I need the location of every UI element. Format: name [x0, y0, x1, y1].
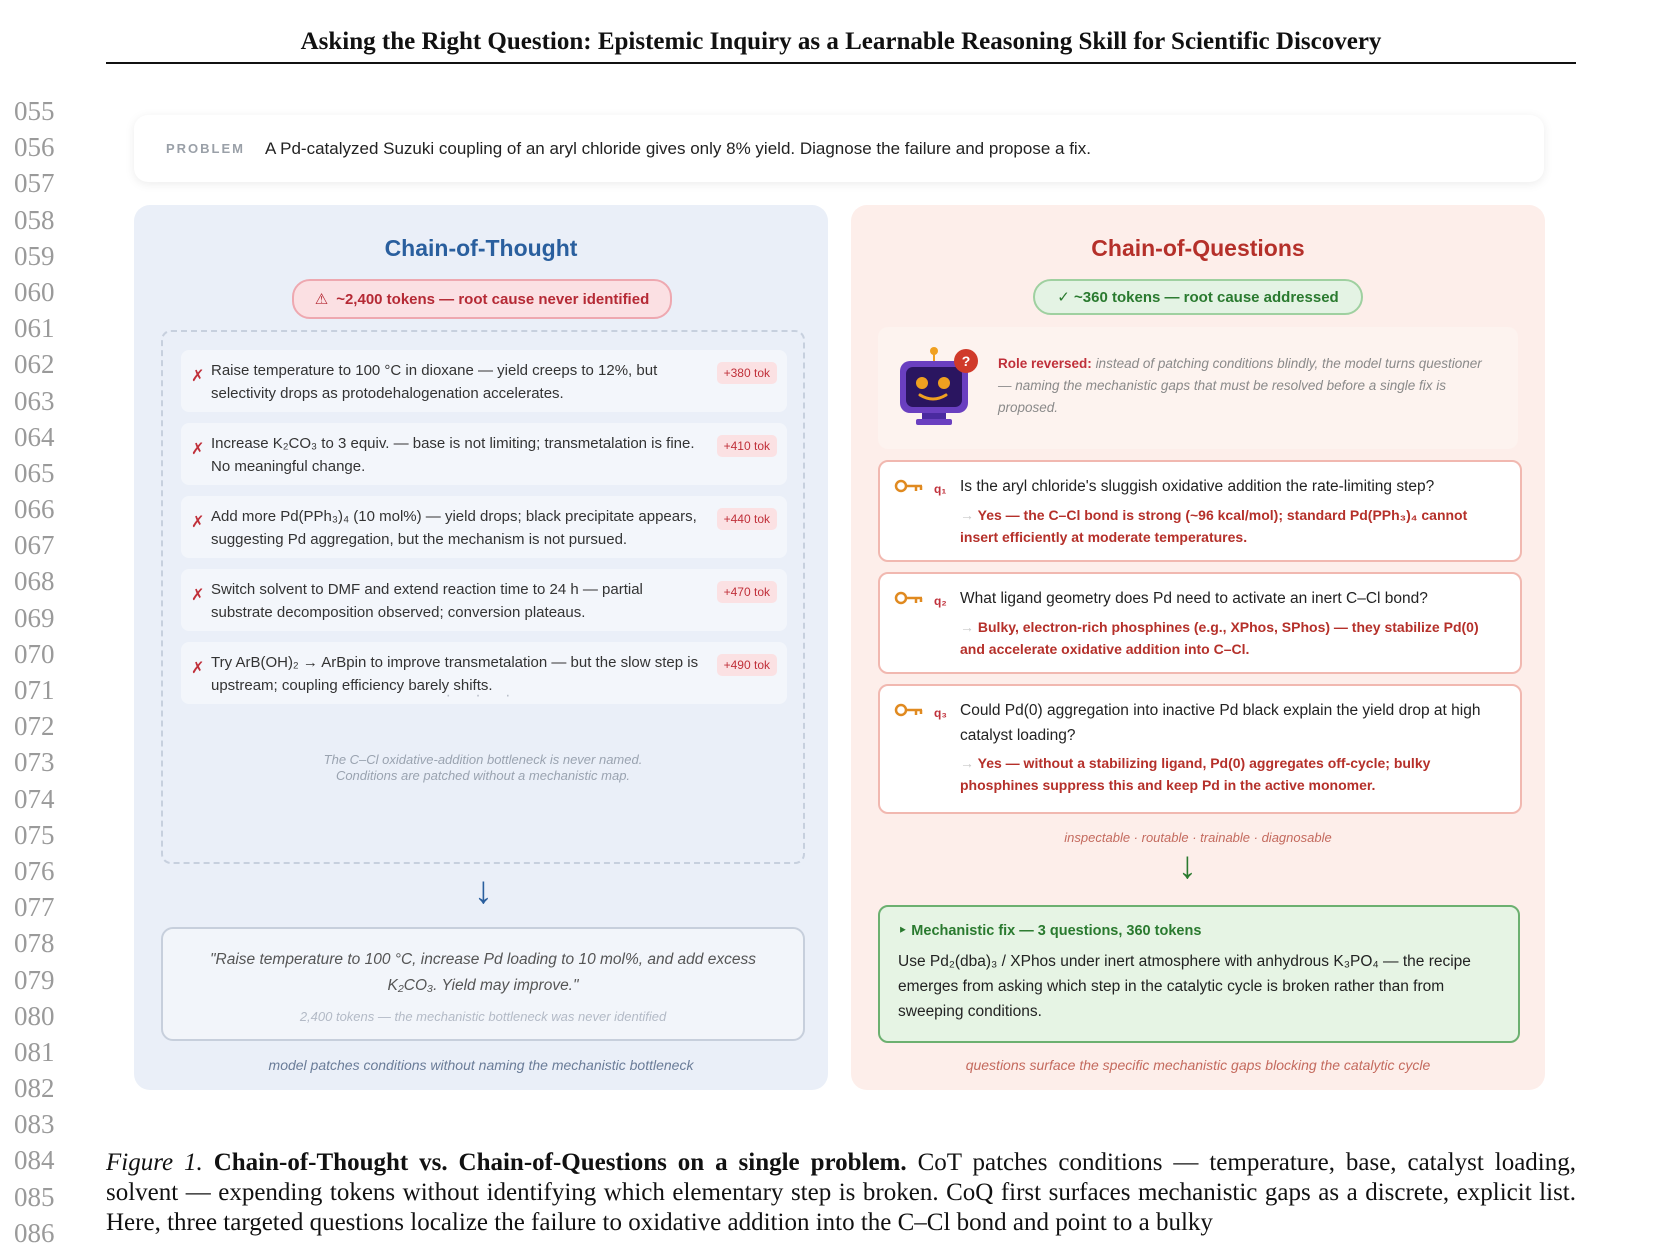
role-reversed-box — [878, 327, 1518, 449]
problem-bar — [134, 115, 1544, 182]
cot-step-text: Raise temperature to 100 °C in dioxane — yield creeps to 12%, but selectivity drops as protodehalogenation accelerates. — [211, 362, 658, 402]
cot-step-text: Increase K₂CO₃ to 3 equiv. — base is not limiting; transmetalation is fine. No meaningful change. — [211, 435, 695, 475]
line-number: 085 — [14, 1181, 55, 1212]
question-id: q₂ — [934, 594, 947, 608]
cot-answer-quote: "Raise temperature to 100 °C, increase Pd loading to 10 mol%, and add excess K₂CO₃. Yield may improve." — [210, 951, 756, 994]
role-text — [998, 353, 1488, 419]
line-number: 077 — [14, 892, 55, 923]
role-body: instead of patching conditions blindly, the model turns questioner — naming the mechanistic gaps that must be resolved before a single fix is proposed. — [998, 356, 1482, 415]
line-number: 074 — [14, 783, 55, 814]
line-number: 086 — [14, 1217, 55, 1248]
caption-text: CoT patches conditions — temperature, base, catalyst loading, solvent — expending tokens without identifying which elementary step is broken. CoQ first surfaces mechanistic gaps as a discrete, explicit list. Here, three targeted questions localize the failure to oxidative addition into the C–Cl bond and point to a bulky — [106, 1149, 1576, 1236]
line-number: 060 — [14, 276, 55, 307]
coq-question-card — [878, 572, 1522, 674]
token-badge: +470 tok — [717, 581, 777, 603]
line-number: 068 — [14, 566, 55, 597]
problem-text: A Pd-catalyzed Suzuki coupling of an aryl chloride gives only 8% yield. Diagnose the failure and propose a fix. — [265, 138, 1091, 158]
cross-icon: ✗ — [191, 441, 205, 458]
robot-question-icon — [896, 345, 980, 431]
cot-step — [181, 350, 787, 412]
answer-text: Bulky, electron-rich phosphines (e.g., XPhos, SPhos) — they stabilize Pd(0) and accelerate oxidative addition into C–Cl. — [960, 619, 1479, 657]
line-number: 061 — [14, 313, 55, 344]
coq-question-card — [878, 684, 1522, 814]
line-number: 063 — [14, 385, 55, 416]
cot-answer-box — [161, 927, 805, 1041]
line-number: 080 — [14, 1000, 55, 1031]
line-number: 078 — [14, 928, 55, 959]
role-label: Role reversed: — [998, 356, 1092, 371]
question-text: What ligand geometry does Pd need to activate an inert C–Cl bond? — [960, 590, 1428, 607]
line-number: 057 — [14, 168, 55, 199]
coq-badge: ✓ ~360 tokens — root cause addressed — [1033, 279, 1363, 315]
line-number: 079 — [14, 964, 55, 995]
cot-step-text: Add more Pd(PPh₃)₄ (10 mol%) — yield drops; black precipitate appears, suggesting Pd aggregation, but the mechanism is not pursued. — [211, 508, 697, 548]
line-number: 076 — [14, 855, 55, 886]
question-id: q₃ — [934, 706, 947, 720]
answer-text: Yes — without a stabilizing ligand, Pd(0) aggregates off-cycle; bulky phosphines suppress this and keep Pd in the active monomer. — [960, 755, 1431, 793]
line-number: 066 — [14, 494, 55, 525]
cot-footer: model patches conditions without naming the mechanistic bottleneck — [268, 1057, 694, 1073]
question-answer — [960, 752, 1500, 796]
cot-note — [163, 752, 803, 784]
cot-badge-text: ~2,400 tokens — root cause never identified — [336, 290, 650, 308]
key-icon — [894, 478, 924, 494]
cot-down-arrow-icon: ↓ — [474, 870, 493, 912]
fix-body: Use Pd₂(dba)₃ / XPhos under inert atmosphere with anhydrous K₃PO₄ — the recipe emerges from asking which step in the catalytic cycle is broken rather than from sweeping conditions. — [898, 953, 1471, 1020]
line-number: 082 — [14, 1073, 55, 1104]
line-number: 067 — [14, 530, 55, 561]
cot-panel — [134, 205, 828, 1090]
fix-heading: ‣ Mechanistic fix — 3 questions, 360 tokens — [898, 923, 1202, 939]
line-number: 056 — [14, 132, 55, 163]
line-number: 073 — [14, 747, 55, 778]
answer-text: Yes — the C–Cl bond is strong (~96 kcal/mol); standard Pd(PPh₃)₄ cannot insert efficiently at moderate temperatures. — [960, 507, 1468, 545]
key-icon — [894, 702, 924, 718]
cross-icon: ✗ — [191, 368, 205, 385]
cot-ellipsis: · · · — [445, 687, 521, 704]
question-answer — [960, 616, 1500, 660]
cot-step — [181, 496, 787, 558]
line-number: 083 — [14, 1109, 55, 1140]
question-text: Is the aryl chloride's sluggish oxidative addition the rate-limiting step? — [960, 478, 1435, 495]
answer-arrow-icon: → — [960, 755, 974, 771]
cot-steps-box — [161, 330, 805, 864]
answer-arrow-icon: → — [960, 619, 974, 635]
answer-arrow-icon: → — [960, 507, 974, 523]
line-numbers — [14, 93, 84, 1251]
question-answer — [960, 504, 1500, 548]
cot-step-text: Try ArB(OH)₂ → ArBpin to improve transmetalation — but the slow step is upstream; coupling efficiency barely shifts. — [211, 654, 699, 694]
token-badge: +440 tok — [717, 508, 777, 530]
line-number: 062 — [14, 349, 55, 380]
figure-caption — [106, 1148, 1576, 1238]
question-text: Could Pd(0) aggregation into inactive Pd black explain the yield drop at high catalyst loading? — [960, 702, 1481, 744]
line-number: 084 — [14, 1145, 55, 1176]
line-number: 072 — [14, 711, 55, 742]
token-badge: +490 tok — [717, 654, 777, 676]
coq-footer: questions surface the specific mechanistic gaps blocking the catalytic cycle — [965, 1057, 1431, 1073]
token-badge: +410 tok — [717, 435, 777, 457]
line-number: 059 — [14, 240, 55, 271]
cot-step-text: Switch solvent to DMF and extend reaction time to 24 h — partial substrate decomposition observed; conversion plateaus. — [211, 581, 643, 621]
key-icon — [894, 590, 924, 606]
header-rule — [106, 62, 1576, 64]
line-number: 081 — [14, 1036, 55, 1067]
cot-title: Chain-of-Thought — [384, 235, 578, 261]
cot-note-line1: The C–Cl oxidative-addition bottleneck is never named. — [323, 752, 643, 767]
line-number: 055 — [14, 96, 55, 126]
page-header-title: Asking the Right Question: Epistemic Inquiry as a Learnable Reasoning Skill for Scientific Discovery — [300, 28, 1382, 55]
coq-title: Chain-of-Questions — [1091, 235, 1305, 261]
line-number: 058 — [14, 204, 55, 235]
problem-label: PROBLEM — [166, 141, 245, 156]
line-number: 065 — [14, 457, 55, 488]
caption-label: Figure 1. — [106, 1149, 203, 1176]
cot-badge — [292, 279, 672, 319]
token-badge: +380 tok — [717, 362, 777, 384]
cot-step — [181, 569, 787, 631]
line-number: 070 — [14, 638, 55, 669]
question-id: q₁ — [934, 482, 947, 496]
line-number: 064 — [14, 421, 55, 452]
warning-icon: ⚠ — [314, 291, 329, 308]
caption-bold: Chain-of-Thought vs. Chain-of-Questions on a single problem. — [213, 1149, 907, 1176]
coq-down-arrow-icon: ↓ — [1178, 845, 1197, 887]
mechanistic-fix-box — [878, 905, 1520, 1043]
cross-icon: ✗ — [191, 587, 205, 604]
coq-tags: inspectable · routable · trainable · diagnosable — [1064, 830, 1332, 845]
line-number: 075 — [14, 819, 55, 850]
cot-answer-sub: 2,400 tokens — the mechanistic bottleneck was never identified — [299, 1009, 667, 1024]
coq-panel — [851, 205, 1545, 1090]
cot-step — [181, 423, 787, 485]
line-number: 069 — [14, 602, 55, 633]
cross-icon: ✗ — [191, 660, 205, 677]
coq-question-card — [878, 460, 1522, 562]
cot-note-line2: Conditions are patched without a mechanistic map. — [335, 768, 631, 783]
line-number: 071 — [14, 675, 55, 705]
svg-text:?: ? — [961, 353, 971, 369]
cross-icon: ✗ — [191, 514, 205, 531]
